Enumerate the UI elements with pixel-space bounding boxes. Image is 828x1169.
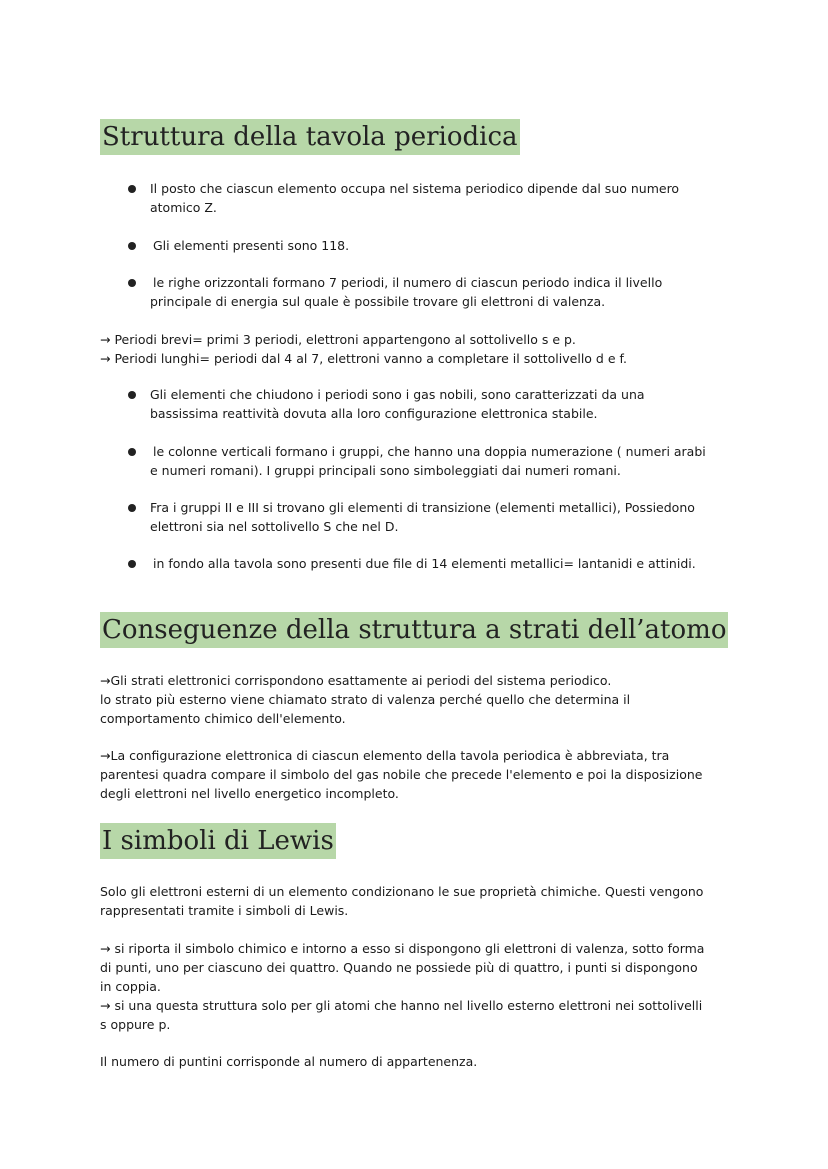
bullet-text: principale di energia sul quale è possibile trovare gli elettroni di valenza. <box>150 294 606 309</box>
bullet-dot <box>128 391 136 399</box>
paragraph-line: s oppure p. <box>100 1017 171 1032</box>
bullet-text: Fra i gruppi II e III si trovano gli elementi di transizione (elementi metallici), Possiedono <box>150 500 695 515</box>
bullet-text: e numeri romani). I gruppi principali sono simboleggiati dai numeri romani. <box>150 463 621 478</box>
paragraph-line: Solo gli elettroni esterni di un elemento condizionano le sue proprietà chimiche. Questi vengono <box>100 884 704 899</box>
bullet-dot <box>128 279 136 287</box>
paragraph-line: →Gli strati elettronici corrispondono esattamente ai periodi del sistema periodico. <box>100 673 612 688</box>
paragraph-line: Il numero di puntini corrisponde al numero di appartenenza. <box>100 1054 478 1069</box>
heading-conseguenze: Conseguenze della struttura a strati dell’atomo <box>100 612 728 648</box>
bullet-dot <box>128 448 136 456</box>
bullet-text: le righe orizzontali formano 7 periodi, il numero di ciascun periodo indica il livello <box>153 275 663 290</box>
paragraph-line: → si una questa struttura solo per gli atomi che hanno nel livello esterno elettroni nei sottolivelli <box>100 998 703 1013</box>
arrow-line: → Periodi lunghi= periodi dal 4 al 7, elettroni vanno a completare il sottolivello d e f. <box>100 351 627 366</box>
heading-struttura: Struttura della tavola periodica <box>100 119 520 155</box>
bullet-text: Il posto che ciascun elemento occupa nel sistema periodico dipende dal suo numero <box>150 181 680 196</box>
arrow-line: → Periodi brevi= primi 3 periodi, elettroni appartengono al sottolivello s e p. <box>100 332 576 347</box>
bullet-text: elettroni sia nel sottolivello S che nel D. <box>150 519 399 534</box>
bullet-text: Gli elementi presenti sono 118. <box>153 238 350 253</box>
paragraph-line: di punti, uno per ciascuno dei quattro. Quando ne possiede più di quattro, i punti si dispongono <box>100 960 698 975</box>
paragraph-line: comportamento chimico dell'elemento. <box>100 711 346 726</box>
bullet-text: le colonne verticali formano i gruppi, che hanno una doppia numerazione ( numeri arabi <box>153 444 706 459</box>
bullet-text: atomico Z. <box>150 200 217 215</box>
paragraph-line: degli elettroni nel livello energetico incompleto. <box>100 786 399 801</box>
paragraph-line: parentesi quadra compare il simbolo del gas nobile che precede l'elemento e poi la disposizione <box>100 767 703 782</box>
bullet-dot <box>128 560 136 568</box>
heading-lewis: I simboli di Lewis <box>100 823 336 859</box>
bullet-dot <box>128 242 136 250</box>
bullet-dot <box>128 185 136 193</box>
bullet-text: in fondo alla tavola sono presenti due file di 14 elementi metallici= lantanidi e attinidi. <box>153 556 696 571</box>
bullet-text: Gli elementi che chiudono i periodi sono i gas nobili, sono caratterizzati da una <box>150 387 645 402</box>
bullet-text: bassissima reattività dovuta alla loro configurazione elettronica stabile. <box>150 406 598 421</box>
paragraph-line: →La configurazione elettronica di ciascun elemento della tavola periodica è abbreviata, tra <box>100 748 670 763</box>
paragraph-line: in coppia. <box>100 979 161 994</box>
paragraph-line: lo strato più esterno viene chiamato strato di valenza perché quello che determina il <box>100 692 631 707</box>
paragraph-line: rappresentati tramite i simboli di Lewis. <box>100 903 349 918</box>
paragraph-line: → si riporta il simbolo chimico e intorno a esso si dispongono gli elettroni di valenza, sotto forma <box>100 941 705 956</box>
bullet-dot <box>128 504 136 512</box>
